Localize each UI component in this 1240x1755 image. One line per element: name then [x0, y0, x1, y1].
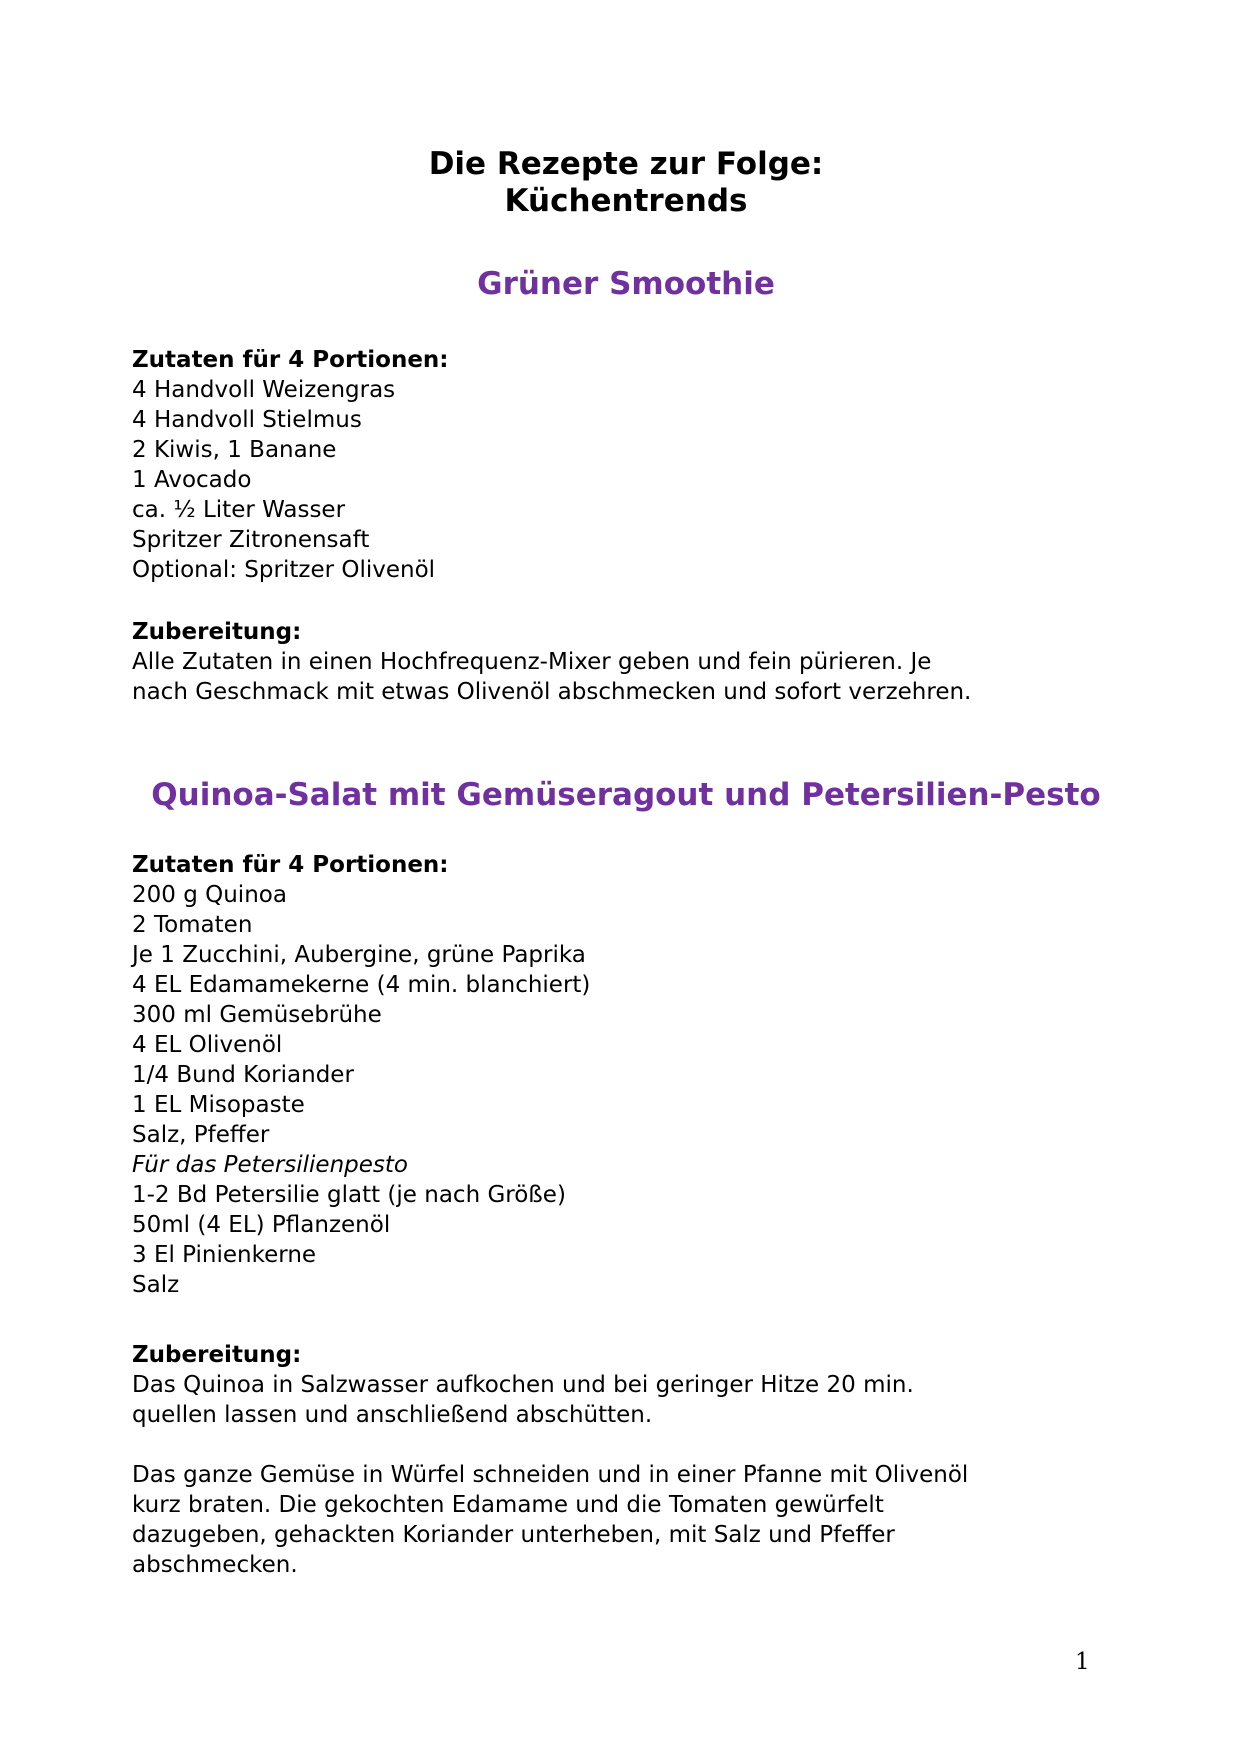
preparation-line: dazugeben, gehackten Koriander unterheben, mit Salz und Pfeffer	[132, 1522, 895, 1548]
recipe-2-ingredients-heading: Zutaten für 4 Portionen:	[132, 852, 449, 878]
ingredient-line: 1 EL Misopaste	[132, 1092, 305, 1118]
ingredient-line: 200 g Quinoa	[132, 882, 287, 908]
recipe-2-preparation-paragraph-2	[132, 1460, 1120, 1580]
ingredient-line: 2 Tomaten	[132, 912, 253, 938]
ingredient-subheading-pesto: Für das Petersilienpesto	[132, 1152, 408, 1178]
ingredient-line: Spritzer Zitronensaft	[132, 527, 370, 553]
document-title-line1: Die Rezepte zur Folge:	[428, 146, 824, 182]
ingredient-line: 2 Kiwis, 1 Banane	[132, 437, 337, 463]
ingredient-line: 300 ml Gemüsebrühe	[132, 1002, 382, 1028]
document-title	[132, 146, 1120, 220]
ingredient-line: 4 EL Olivenöl	[132, 1032, 283, 1058]
recipe-1-preparation-heading: Zubereitung:	[132, 619, 302, 645]
preparation-line: Das Quinoa in Salzwasser aufkochen und bei geringer Hitze 20 min.	[132, 1372, 914, 1398]
page-number: 1	[1075, 1649, 1090, 1675]
preparation-line: Das ganze Gemüse in Würfel schneiden und in einer Pfanne mit Olivenöl	[132, 1462, 969, 1488]
ingredient-line: 1/4 Bund Koriander	[132, 1062, 354, 1088]
ingredient-line: ca. ½ Liter Wasser	[132, 497, 346, 523]
recipe-2-title: Quinoa-Salat mit Gemüseragout und Petersilien-Pesto	[151, 777, 1101, 813]
recipe-2-preparation-paragraph-1	[132, 1370, 1120, 1430]
preparation-line: abschmecken.	[132, 1552, 298, 1578]
ingredient-line: 3 El Pinienkerne	[132, 1242, 317, 1268]
recipe-1-ingredients-heading: Zutaten für 4 Portionen:	[132, 347, 449, 373]
document-title-line2: Küchentrends	[504, 183, 748, 219]
ingredient-line: Optional: Spritzer Olivenöl	[132, 557, 436, 583]
preparation-line: Alle Zutaten in einen Hochfrequenz-Mixer geben und fein pürieren. Je	[132, 649, 932, 675]
ingredient-line: 1-2 Bd Petersilie glatt (je nach Größe)	[132, 1182, 566, 1208]
preparation-line: quellen lassen und anschließend abschütten.	[132, 1402, 653, 1428]
recipe-2-preparation-heading: Zubereitung:	[132, 1342, 302, 1368]
preparation-line: kurz braten. Die gekochten Edamame und die Tomaten gewürfelt	[132, 1492, 884, 1518]
ingredient-line: 4 Handvoll Stielmus	[132, 407, 362, 433]
ingredient-line: 4 Handvoll Weizengras	[132, 377, 396, 403]
recipe-1-title: Grüner Smoothie	[477, 266, 775, 302]
ingredient-line: 1 Avocado	[132, 467, 252, 493]
preparation-line: nach Geschmack mit etwas Olivenöl abschmecken und sofort verzehren.	[132, 679, 972, 705]
ingredient-line: 4 EL Edamamekerne (4 min. blanchiert)	[132, 972, 591, 998]
ingredient-line: Salz	[132, 1272, 180, 1298]
ingredient-line: 50ml (4 EL) Pflanzenöl	[132, 1212, 391, 1238]
ingredient-line: Salz, Pfeffer	[132, 1122, 270, 1148]
recipe-1-preparation-paragraph	[132, 647, 1120, 707]
ingredient-line: Je 1 Zucchini, Aubergine, grüne Paprika	[132, 942, 586, 968]
